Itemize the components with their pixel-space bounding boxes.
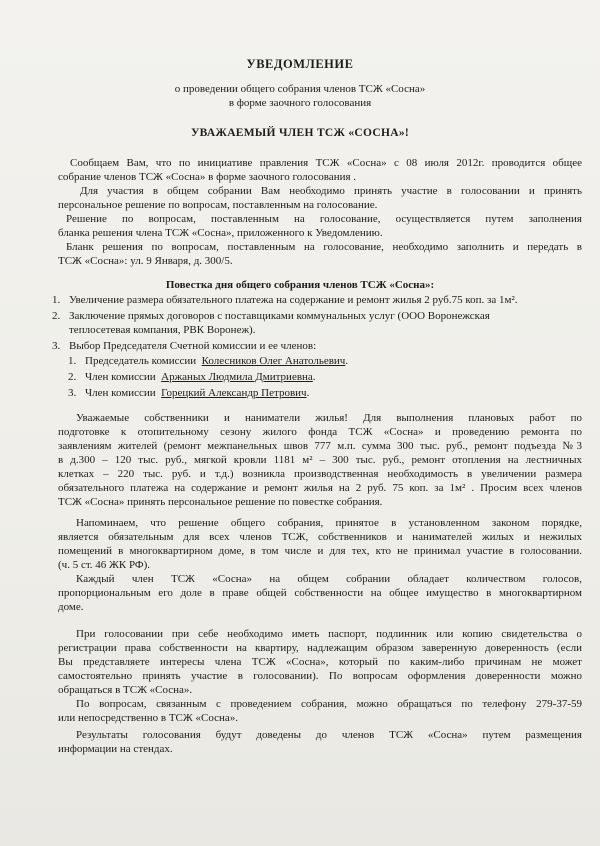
body-p5-line-1: Уважаемые собственники и наниматели жилья! Для выполнения плановых работ по (76, 412, 582, 424)
intro-p3-line-1: Решение по вопросам, поставленным на голосование, осуществляется путем заполнения (66, 213, 582, 225)
body-p6-line-3: помещений в многоквартирном доме, в том числе и для тех, кто не принимал участие в голосовании. (58, 545, 582, 557)
body-p7-line-2: пропорциональным его доле в праве общей собственности на общее имущество в многоквартирном (58, 587, 582, 599)
commission-role: Председатель комиссии (85, 355, 197, 367)
body-p8-line-5: обращаться в ТСЖ «Сосна». (58, 684, 193, 696)
intro-p1-line-2: собрание членов ТСЖ «Сосна» в форме заочного голосования . (58, 171, 357, 183)
body-p5-line-5: клетках – 220 тыс. руб. и т.д.) возникла производственная необходимость в увеличении размера (58, 468, 582, 480)
body-p7-line-1: Каждый член ТСЖ «Сосна» на общем собрании обладает количеством голосов, (76, 573, 582, 585)
body-p9-line-1: По вопросам, связанным с проведением собрания, можно обращаться по телефону 279-37-59 (76, 698, 582, 710)
commission-role: Член комиссии (85, 387, 156, 399)
body-p8-line-4: самостоятельно принять участие в голосовании). По вопросам оформления доверенности можно (58, 670, 582, 682)
intro-p3-line-2: бланка решения члена ТСЖ «Сосна», приложенного к Уведомлению. (58, 227, 383, 239)
agenda-item-3-text: Выбор Председателя Счетной комиссии и ее членов: (69, 340, 317, 352)
agenda-item-1-text: Увеличение размера обязательного платежа на содержание и ремонт жилья 2 руб.75 коп. за 1м². (69, 294, 518, 306)
intro-p4-line-2: ТСЖ «Сосна»: ул. 9 Января, д. 300/5. (58, 255, 233, 267)
body-p6-line-4: (ч. 5 ст. 46 ЖК РФ). (58, 559, 151, 571)
intro-p2-line-1: Для участия в общем собрании Вам необходимо принять участие в голосовании и принять (80, 185, 582, 197)
commission-member-name: Горецкий Александр Петрович (161, 387, 307, 399)
body-p8-line-2: регистрации права собственности на квартиру, надлежащим образом заверенную доверенность (если (58, 642, 582, 654)
commission-member-name: Колесников Олег Анатольевич (201, 355, 346, 367)
document-subtitle-line-1: о проведении общего собрания членов ТСЖ «Сосна» (174, 83, 426, 95)
body-p5-line-2: подготовке к отопительному сезону жилого фонда ТСЖ «Сосна» и проведению ремонта по (58, 426, 582, 438)
document-subtitle-line-2: в форме заочного голосования (228, 97, 372, 109)
body-p5-line-6: обязательного платежа на содержание и ремонт жилья на 2 руб. 75 коп. за 1м² . Просим всех членов (58, 482, 582, 494)
body-p5-line-4: в д.300 – 120 тыс. руб., мягкой кровли 1181 м² – 300 тыс. руб., ремонт отопления на лестничных (58, 454, 582, 466)
body-p10-line-1: Результаты голосования будут доведены до членов ТСЖ «Сосна» путем размещения (76, 729, 582, 741)
body-p10-line-2: информации на стендах. (58, 743, 173, 755)
body-p6-line-1: Напоминаем, что решение общего собрания, принятое в установленном законом порядке, (76, 517, 582, 529)
body-p8-line-3: Вы представляете интересы члена ТСЖ «Сосна», который по каким-либо причинам не может (58, 656, 582, 668)
intro-p2-line-2: персональное решение по вопросам, поставленным на голосование. (58, 199, 378, 211)
agenda-item-2-text-line-1: Заключение прямых договоров с поставщиками коммунальных услуг (ООО Воронежская (69, 310, 490, 322)
body-p5-line-3: заявлениям жителей (ремонт межпанельных швов 777 м.п. сумма 300 тыс. руб., ремонт подъезда №3 (58, 440, 582, 452)
body-p7-line-3: доме. (58, 601, 84, 613)
commission-member-name: Аржаных Людмила Дмитриевна (161, 371, 313, 383)
agenda-item-2-text-line-2: теплосетевая компания, РВК Воронеж). (69, 324, 256, 336)
body-p6-line-2: является обязательным для всех членов ТСЖ, собственников и нанимателей жилых и нежилых (58, 531, 582, 543)
body-p5-line-7: ТСЖ «Сосна» принять персональное решение по повестке собрания. (58, 496, 383, 508)
body-p9-line-2: или непосредственно в ТСЖ «Сосна». (58, 712, 239, 724)
intro-p1-line-1: Сообщаем Вам, что по инициативе правления ТСЖ «Сосна» с 08 июля 2012г. проводится общее (70, 157, 582, 169)
body-p8-line-1: При голосовании при себе необходимо иметь паспорт, подлинник или копию свидетельства о (76, 628, 582, 640)
commission-role: Член комиссии (85, 371, 156, 383)
greeting: УВАЖАЕМЫЙ ЧЛЕН ТСЖ «СОСНА»! (190, 127, 410, 139)
document-title: УВЕДОМЛЕНИЕ (246, 57, 354, 71)
intro-p4-line-1: Бланк решения по вопросам, поставленным на голосование, необходимо заполнить и передать в (66, 241, 582, 253)
document-page: УВЕДОМЛЕНИЕ о проведении общего собрания членов ТСЖ «Сосна» в форме заочного голосования УВАЖАЕМЫЙ ЧЛЕН ТСЖ «СОСНА»! Сообщаем Вам, что по инициативе правления ТСЖ «Сосна» с 08 июля 2012г. проводится общее собрание членов ТСЖ «Сосна» в форме заочного голосования . Для участия в общем собрании Вам необходимо принять участие в голосовании и принять персональное решение по вопросам, поставленным на голосование. Решение по вопросам, поставленным на голосование, осуществляется путем заполнения бланка решения члена ТСЖ «Сосна», приложенного к Уведомлению. Бланк решения по вопросам, поставленным на голосование, необходимо заполнить и передать в ТСЖ «Сосна»: ул. 9 Января, д. 300/5. Повестка дня общего собрания членов ТСЖ «Сосна»: 1. Увеличение размера обязательного платежа на содержание и ремонт жилья 2 руб.75 коп. за 1м². 2. Заключение прямых договоров с поставщиками коммунальных услуг (ООО Воронежская теплосетевая компания, РВК Воронеж). 3. Выбор Председателя Счетной комиссии и ее членов: 1. Председатель комиссии Колесников Олег Анатольевич. 2. Член комиссии Аржаных Людмила Дмитриевна. 3. Член комиссии Горецкий Александр Петрович. Уважаемые собственники и наниматели жилья! Для выполнения плановых работ по подготовке к отопительному сезону жилого фонда ТСЖ «Сосна» и проведению ремонта по заявлениям жителей (ремонт межпанельных швов 777 м.п. сумма 300 тыс. руб., ремонт подъезда №3 в д.300 – 120 тыс. руб., мягкой кровли 1181 м² – 300 тыс. руб., ремонт отопления на лестничных клетках – 220 тыс. руб. и т.д.) возникла производственная необходимость в увеличении размера обязательного платежа на содержание и ремонт жилья на 2 руб. 75 коп. за 1м² . Просим всех членов ТСЖ «Сосна» принять персональное решение по повестке собрания. Напоминаем, что решение общего собрания, принятое в установленном законом порядке, является обязательным для всех членов ТСЖ, собственников и нанимателей жилых и нежилых помещений в многоквартирном доме, в том числе и для тех, кто не принимал участие в голосовании. (ч. 5 ст. 46 ЖК РФ). Каждый член ТСЖ «Сосна» на общем собрании обладает количеством голосов, пропорциональным его доле в праве общей собственности на общее имущество в многоквартирном доме. При голосовании при себе необходимо иметь паспорт, подлинник или копию свидетельства о регистрации права собственности на квартиру, надлежащим образом заверенную доверенность (если Вы представляете интересы члена ТСЖ «Сосна», который по каким-либо причинам не может самостоятельно принять участие в голосовании). По вопросам оформления доверенности можно обращаться в ТСЖ «Сосна». По вопросам, связанным с проведением собрания, можно обращаться по телефону 279-37-59 или непосредственно в ТСЖ «Сосна». Результаты голосования будут доведены до членов ТСЖ «Сосна» путем размещения информации на стендах. (0, 0, 600, 846)
agenda-title: Повестка дня общего собрания членов ТСЖ «Сосна»: (165, 279, 435, 291)
